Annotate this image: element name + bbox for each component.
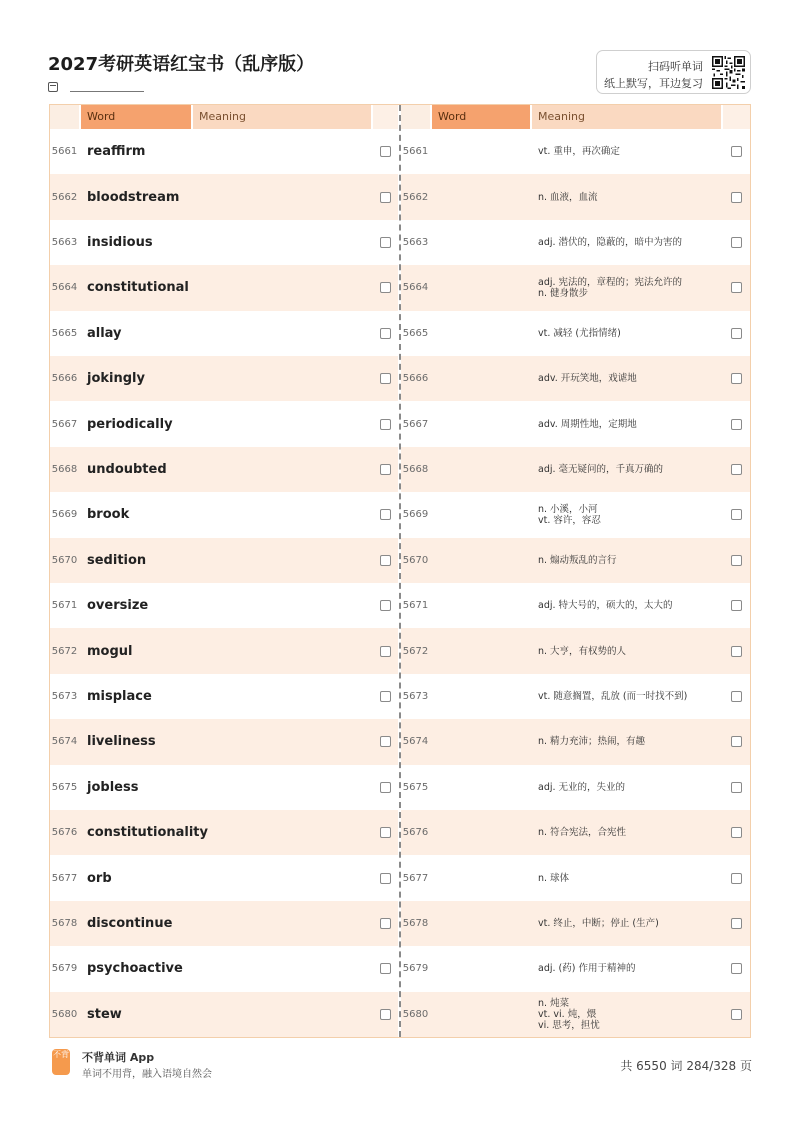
checkbox-cell [373,856,398,899]
date-blank-line [70,81,144,92]
checkbox-cell [723,629,750,672]
row-number: 5666 [402,373,429,385]
row-number: 5665 [51,327,78,339]
word-cell [432,856,530,899]
checkbox-cell [723,811,750,854]
row-number: 5669 [402,509,429,521]
row-number: 5672 [51,645,78,657]
checkbox-cell [373,266,398,309]
meaning-header: Meaning [193,105,371,129]
review-checkbox[interactable] [731,373,742,384]
row-number: 5661 [402,146,429,158]
app-name: 不背单词 App [82,1051,155,1064]
review-checkbox[interactable] [380,918,391,929]
checkbox-cell [373,402,398,445]
row-number: 5680 [402,1008,429,1020]
table-header-left [50,105,398,129]
checkbox-cell [373,811,398,854]
checkbox-cell [723,357,750,400]
table-row [50,810,398,855]
review-checkbox[interactable] [380,873,391,884]
checkbox-cell [373,130,398,173]
checkbox-cell [723,584,750,627]
checkbox-cell [723,720,750,763]
review-checkbox[interactable] [731,691,742,702]
meaning-cell: adj. 毫无疑问的，千真万确的 [538,463,664,475]
word-cell [432,221,530,264]
checkbox-cell [373,766,398,809]
row-number: 5671 [402,600,429,612]
word-cell: jokingly [87,371,145,387]
row-number: 5677 [402,872,429,884]
word-cell [432,357,530,400]
meaning-cell [193,675,371,718]
review-checkbox[interactable] [380,464,391,475]
table-row [50,129,398,174]
row-number: 5662 [51,191,78,203]
table-row [401,492,750,537]
review-checkbox[interactable] [731,146,742,157]
meaning-header: Meaning [532,105,721,129]
checkbox-cell [373,221,398,264]
review-checkbox[interactable] [380,1009,391,1020]
word-cell: misplace [81,675,191,718]
table-row [50,674,398,719]
row-number: 5673 [51,690,78,702]
review-checkbox[interactable] [380,328,391,339]
row-number: 5668 [51,463,78,475]
app-logo: 不背 [52,1049,70,1075]
checkbox-cell [373,675,398,718]
table-row [401,356,750,401]
row-number: 5664 [402,282,429,294]
word-cell: oversize [81,584,191,627]
word-cell: jobless [81,766,191,809]
meaning-cell [193,357,371,400]
checkbox-cell [723,993,750,1036]
review-checkbox[interactable] [380,192,391,203]
row-number: 5669 [51,509,78,521]
checkbox-cell [723,312,750,355]
table-row [50,901,398,946]
review-checkbox[interactable] [380,282,391,293]
review-checkbox[interactable] [731,646,742,657]
word-cell: psychoactive [81,947,191,990]
checkbox-cell [723,493,750,536]
checkbox-cell [723,856,750,899]
table-row [401,265,750,310]
row-number: 5665 [402,327,429,339]
review-checkbox[interactable] [731,873,742,884]
row-number: 5668 [402,463,429,475]
table-row [50,719,398,764]
word-cell: periodically [81,402,191,445]
word-cell [432,402,530,445]
table-row [401,174,750,219]
review-checkbox[interactable] [380,419,391,430]
word-cell [432,266,530,309]
word-cell [432,629,530,672]
qr-code-icon[interactable] [712,56,745,89]
review-checkbox[interactable] [380,146,391,157]
table-row [401,583,750,628]
word-cell [432,175,530,218]
checkbox-cell [373,947,398,990]
meaning-cell [193,402,371,445]
table-row [401,810,750,855]
meaning-cell: n. 符合宪法，合宪性 [538,827,627,839]
row-number: 5667 [51,418,78,430]
word-cell: bloodstream [87,189,180,205]
meaning-cell: vt. 减轻 (尤指情绪) [532,312,721,355]
table-row [401,220,750,265]
meaning-cell [193,629,371,672]
table-row [401,946,750,991]
qr-caption-1: 扫码听单词 [648,60,703,73]
review-checkbox[interactable] [731,782,742,793]
word-cell [432,448,530,491]
page-title: 2027考研英语红宝书（乱序版） [48,54,315,75]
table-row [50,447,398,492]
checkbox-cell [723,175,750,218]
meaning-cell [193,221,371,264]
meaning-cell [193,947,371,990]
word-cell: brook [81,493,191,536]
review-checkbox[interactable] [380,600,391,611]
checkbox-cell [373,720,398,763]
checkbox-cell [723,902,750,945]
meaning-cell [193,130,371,173]
meaning-cell: adj. 特大号的，硕大的，太大的 [532,584,721,627]
word-cell [432,766,530,809]
table-row [401,538,750,583]
word-cell [432,130,530,173]
table-row [50,220,398,265]
table-row [50,992,398,1037]
meaning-cell: n. 小溪，小河 vt. 容许，容忍 [532,493,721,536]
review-checkbox[interactable] [731,509,742,520]
meaning-cell: adj. (药) 作用于精神的 [532,947,721,990]
table-row [50,538,398,583]
meaning-cell: n. 煽动叛乱的言行 [538,554,617,566]
table-row [401,129,750,174]
vocabulary-table [49,104,751,1038]
meaning-cell: vt. 随意搁置，乱放 (而一时找不到) [532,675,721,718]
review-checkbox[interactable] [731,827,742,838]
row-number: 5672 [402,645,429,657]
date-row [48,81,144,92]
checkbox-cell [373,448,398,491]
word-cell [432,947,530,990]
row-number: 5675 [402,781,429,793]
table-row [50,265,398,310]
checkbox-cell [723,402,750,445]
row-number: 5671 [51,600,78,612]
page-info: 共 6550 词 284/328 页 [620,1059,752,1073]
review-checkbox[interactable] [731,464,742,475]
review-checkbox[interactable] [731,1009,742,1020]
table-row [50,492,398,537]
review-checkbox[interactable] [380,555,391,566]
table-row [50,583,398,628]
row-number: 5674 [402,736,429,748]
table-row [401,674,750,719]
review-checkbox[interactable] [731,600,742,611]
row-number: 5661 [51,146,78,158]
qr-caption-2: 纸上默写，耳边复习 [604,77,703,90]
review-checkbox[interactable] [731,963,742,974]
meaning-cell: n. 炖菜 vt. vi. 炖，煨 vi. 思考，担忧 [538,997,600,1031]
meaning-cell [193,856,371,899]
table-row [401,992,750,1037]
word-cell: undoubted [87,461,167,477]
review-checkbox[interactable] [380,827,391,838]
checkbox-cell [373,902,398,945]
row-number: 5670 [402,554,429,566]
word-cell: insidious [81,221,191,264]
row-number: 5675 [51,781,78,793]
review-checkbox[interactable] [731,192,742,203]
review-checkbox[interactable] [380,237,391,248]
meaning-cell [193,902,371,945]
table-row [401,401,750,446]
row-number: 5663 [51,236,78,248]
meaning-cell [193,811,371,854]
row-number: 5663 [402,236,429,248]
meaning-cell: n. 大亨，有权势的人 [538,645,627,657]
review-checkbox[interactable] [731,419,742,430]
table-row [50,174,398,219]
checkbox-cell [723,221,750,264]
review-checkbox[interactable] [731,237,742,248]
checkbox-cell [723,266,750,309]
row-number: 5667 [402,418,429,430]
checkbox-cell [723,448,750,491]
meaning-cell [193,312,371,355]
table-row [401,855,750,900]
checkbox-cell [373,993,398,1036]
word-cell [432,675,530,718]
review-checkbox[interactable] [380,736,391,747]
table-row [401,311,750,356]
word-cell: mogul [87,643,133,659]
row-number: 5662 [402,191,429,203]
row-number: 5680 [51,1008,78,1020]
meaning-cell [193,766,371,809]
meaning-cell: n. 球体 [532,856,721,899]
meaning-cell [193,993,371,1036]
table-row [50,356,398,401]
word-cell [432,993,530,1036]
checkbox-cell [723,947,750,990]
meaning-cell: n. 血液，血流 [538,191,598,203]
table-row [401,447,750,492]
meaning-cell: vt. 终止，中断；停止 (生产) [538,917,659,929]
word-header: Word [432,105,530,129]
row-number: 5679 [402,963,429,975]
word-cell: sedition [87,552,147,568]
qr-card[interactable] [596,50,751,94]
checkbox-cell [723,675,750,718]
meaning-cell [193,584,371,627]
meaning-cell [193,266,371,309]
checkbox-cell [373,312,398,355]
table-row [401,719,750,764]
table-row [50,765,398,810]
row-number: 5666 [51,373,78,385]
table-row [50,311,398,356]
row-number: 5679 [51,963,78,975]
row-number: 5677 [51,872,78,884]
row-number: 5674 [51,736,78,748]
word-cell [432,902,530,945]
review-checkbox[interactable] [731,555,742,566]
review-checkbox[interactable] [380,691,391,702]
word-cell [432,539,530,582]
row-number: 5676 [402,827,429,839]
meaning-cell [193,448,371,491]
review-checkbox[interactable] [380,509,391,520]
row-number: 5678 [402,917,429,929]
checkbox-cell [723,130,750,173]
review-checkbox[interactable] [380,646,391,657]
checkbox-cell [373,175,398,218]
checkbox-cell [723,539,750,582]
table-header-right [401,105,750,129]
review-checkbox[interactable] [380,782,391,793]
word-cell: allay [81,312,191,355]
word-cell [432,584,530,627]
checkbox-cell [373,584,398,627]
row-number: 5664 [51,282,78,294]
review-checkbox[interactable] [731,918,742,929]
word-cell [432,312,530,355]
review-checkbox[interactable] [731,736,742,747]
meaning-cell: adv. 开玩笑地，戏谑地 [538,373,637,385]
checkbox-cell [723,766,750,809]
meaning-cell [193,539,371,582]
word-header: Word [81,105,191,129]
row-number: 5670 [51,554,78,566]
word-cell [432,811,530,854]
word-cell [432,720,530,763]
review-checkbox[interactable] [731,282,742,293]
word-cell [432,493,530,536]
meaning-cell [193,720,371,763]
table-row [50,855,398,900]
word-cell: liveliness [87,734,156,750]
review-checkbox[interactable] [380,373,391,384]
table-row [401,901,750,946]
checkbox-cell [373,493,398,536]
row-number: 5676 [51,827,78,839]
app-slogan: 单词不用背，融入语境自然会 [82,1069,212,1080]
checkbox-cell [373,629,398,672]
word-cell: stew [87,1006,122,1022]
meaning-cell: adv. 周期性地，定期地 [532,402,721,445]
word-cell: discontinue [87,915,173,931]
table-row [50,946,398,991]
meaning-cell: adj. 宪法的，章程的；宪法允许的 n. 健身散步 [538,276,683,299]
calendar-icon [48,82,58,92]
row-number: 5673 [402,690,429,702]
checkbox-cell [373,357,398,400]
word-cell: orb [81,856,191,899]
meaning-cell: n. 精力充沛；热闹，有趣 [538,736,646,748]
row-number: 5678 [51,917,78,929]
word-cell: constitutional [87,280,189,296]
table-row [50,401,398,446]
review-checkbox[interactable] [731,328,742,339]
meaning-cell: adj. 无业的，失业的 [532,766,721,809]
table-row [401,628,750,673]
table-row [50,628,398,673]
meaning-cell [193,175,371,218]
word-cell: constitutionality [87,825,208,841]
meaning-cell [193,493,371,536]
word-cell: reaffirm [81,130,191,173]
table-row [401,765,750,810]
meaning-cell: vt. 重申，再次确定 [532,130,721,173]
checkbox-cell [373,539,398,582]
review-checkbox[interactable] [380,963,391,974]
meaning-cell: adj. 潜伏的，隐蔽的，暗中为害的 [532,221,721,264]
